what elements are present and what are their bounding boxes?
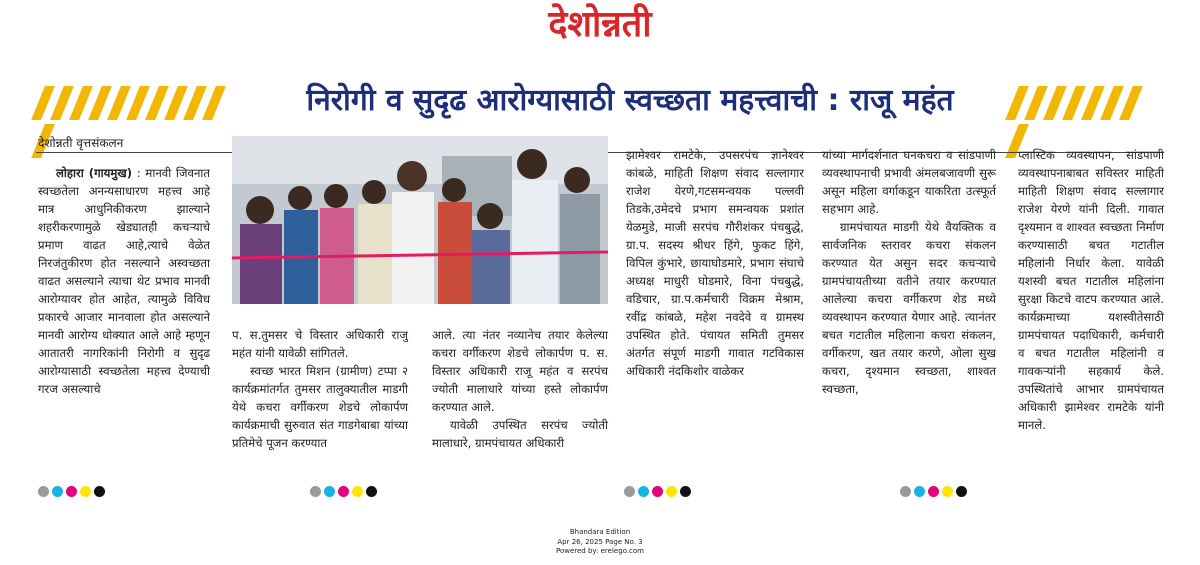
registration-dot bbox=[366, 486, 377, 497]
column-3-text-b: यावेळी उपस्थित सरपंच ज्योती मालाधारे, ग्रामपंचायत अधिकारी bbox=[432, 418, 608, 450]
column-6-text: प्लास्टिक व्यवस्थापन, सांडपाणी व्यवस्थापनाबाबत सविस्तर माहिती माहिती शिक्षण संवाद सल्लागार राजेश येरणे यांनी दिली. गावात दृश्यमान व शाश्वत स्वच्छता निर्माण करण्यासाठी बचत गटातील महिलांनी निर्धार केला. यावेळी यशस्वी बचत गटातील महिलांना सुरक्षा किटचे वाटप करण्यात आले. कार्यक्रमाच्या यशस्वीतेसाठी ग्रामपंचायत पदाधिकारी, कर्मचारी व बचत गटातील महिलांनी व गावकऱ्यांनी सहकार्य केले. उपस्थितांचे आभार ग्रामपंचायत अधिकारी झामेश्वर रामटेके यांनी मानले. bbox=[1018, 148, 1164, 432]
news-photo bbox=[232, 136, 608, 304]
masthead-logo: देशोन्नती bbox=[548, 3, 652, 45]
column-5-text-a: यांच्या मार्गदर्शनात घनकचरा व सांडपाणी व्यवस्थापनाची प्रभावी अंमलबजावणी सुरू असून महिला वर्गाकडून याकरिता उत्स्फूर्त सहभाग आहे. bbox=[822, 148, 996, 216]
article-column-1: लोहारा (गायमुख) : मानवी जिवनात स्वच्छतेला अनन्यसाधारण महत्त्व आहे मात्र आधुनिकीकरण झाल्याने शहरीकरणामुळे खेड्यातही कचऱ्याचे प्रमाण वाढत आहे,त्याचे वेळेत निरजंतुकीरण होत नसल्याने अस्वच्छता वाढत असल्याने त्याचा थेट प्रभाव मानवी आरोग्यावर होत आहेत, त्यामुळे विविध प्रकारचे आजार मानवाला होत असल्याने मानवी आरोग्य धोक्यात आले आहे म्हणून आतातरी नागरिकांनी निरोगी व सुदृढ आरोग्यासाठी स्वच्छतेला महत्त्व देण्याची गरज असल्याचे bbox=[38, 166, 211, 396]
footer-powered-by: Powered by: erelego.com bbox=[555, 547, 644, 555]
footer-date-page: Apr 26, 2025 Page No. 3 bbox=[557, 537, 643, 546]
footer-edition: Bhandara Edition bbox=[569, 528, 631, 536]
registration-dot bbox=[310, 486, 321, 497]
registration-dot bbox=[652, 486, 663, 497]
registration-dot bbox=[94, 486, 105, 497]
registration-dot bbox=[942, 486, 953, 497]
registration-dot bbox=[928, 486, 939, 497]
registration-dot bbox=[352, 486, 363, 497]
registration-dot bbox=[956, 486, 967, 497]
registration-marks-3 bbox=[624, 481, 694, 495]
column-3-text-a: आले. त्या नंतर नव्यानेच तयार केलेल्या कचरा वर्गीकरण शेडचे लोकार्पण प. स. विस्तार अधिकारी राजू महंत व सरपंच ज्योती मालाधारे यांच्या हस्ते लोकार्पण करण्यात आले. bbox=[432, 328, 608, 414]
byline: देशोन्नती वृत्तसंकलन bbox=[38, 136, 124, 150]
registration-marks-4 bbox=[900, 481, 970, 495]
column-5-text-b: ग्रामपंचायत माडगी येथे वैयक्तिक व सार्वजनिक स्तरावर कचरा संकलन करण्यात येत असुन सदर कचऱ्याचे ग्रामपंचायतीच्या वतीने तयार करण्यात आलेल्या कचरा वर्गीकरण शेड मध्ये व्यवस्थापन करण्यात येणार आहे. त्यानंतर बचत गटातील महिलाना कचरा संकलन, वर्गीकरण, खत तयार करणे, ओला सुख कचरा, दृश्यमान स्वच्छता, शाश्वत स्वच्छता, bbox=[822, 220, 996, 396]
registration-dot bbox=[338, 486, 349, 497]
registration-dot bbox=[666, 486, 677, 497]
registration-dot bbox=[80, 486, 91, 497]
registration-dot bbox=[638, 486, 649, 497]
column-2-text-b: स्वच्छ भारत मिशन (ग्रामीण) टप्पा २ कार्यक्रमांतर्गत तुमसर तालुक्यातील माडगी येथे कचरा वर्गीकरण शेडचे लोकार्पण कार्यक्रमाची सुरुवात संत गाडगेबाबा यांच्या प्रतिमेचे पूजन करण्यात bbox=[232, 364, 408, 450]
article-column-3 bbox=[432, 326, 608, 452]
decorative-stripes-right bbox=[1012, 86, 1162, 120]
headline: निरोगी व सुदृढ आरोग्यासाठी स्वच्छता महत्त्वाची : राजू महंत bbox=[306, 83, 954, 118]
registration-dot bbox=[680, 486, 691, 497]
decorative-stripes-left bbox=[38, 86, 243, 120]
article-column-4 bbox=[626, 146, 804, 380]
registration-dot bbox=[52, 486, 63, 497]
dateline: लोहारा (गायमुख) bbox=[56, 166, 133, 180]
registration-marks-1 bbox=[38, 481, 108, 495]
registration-dot bbox=[324, 486, 335, 497]
registration-dot bbox=[900, 486, 911, 497]
page-footer bbox=[0, 528, 1200, 557]
registration-dot bbox=[624, 486, 635, 497]
column-2-text-a: प. स.तुमसर चे विस्तार अधिकारी राजु महंत यांनी यावेळी सांगितले. bbox=[232, 328, 408, 360]
registration-dot bbox=[914, 486, 925, 497]
column-4-text: झामेश्वर रामटेके, उपसरपंच ज्ञानेश्वर कांबळे, माहिती शिक्षण संवाद सल्लागार राजेश येरणे,गटसमन्वयक पल्लवी तिडके,उमेदचे प्रभाग समन्वयक प्रशांत येळमुडे, माजी सरपंच गौरीशंकर पंचबुद्धे, ग्रा.प. सदस्य श्रीधर हिंगे, फुकट हिंगे, विपिल कुंभारे, छायाघोडमारे, प्रभाग संघाचे अध्यक्ष माधुरी घोडमारे, विना पंचबुद्धे, वडिचार, ग्रा.प.कर्मचारी विक्रम मेश्राम, रवींद्र कांबळे, महेश नवदेवे व ग्रामस्थ उपस्थित होते. पंचायत समिती तुमसर अंतर्गत संपूर्ण माडगी गावात गटविकास अधिकारी नंदकिशोर वाळेकर bbox=[626, 148, 804, 378]
registration-marks-2 bbox=[310, 481, 380, 495]
ribbon-cutting-photo bbox=[232, 136, 608, 304]
registration-dot bbox=[66, 486, 77, 497]
article-column-6 bbox=[1018, 146, 1164, 434]
article-column-2 bbox=[232, 326, 408, 452]
column-1-text: मानवी जिवनात स्वच्छतेला अनन्यसाधारण महत्त्व आहे मात्र आधुनिकीकरण झाल्याने शहरीकरणामुळे खेड्यातही कचऱ्याचे प्रमाण वाढत आहे,त्याचे वेळेत निरजंतुकीरण होत नसल्याने अस्वच्छता वाढत असल्याने त्याचा थेट प्रभाव मानवी आरोग्यावर होत आहेत, त्यामुळे विविध प्रकारचे आजार मानवाला होत असल्याने मानवी आरोग्य धोक्यात आले आहे म्हणून आतातरी नागरिकांनी निरोगी व सुदृढ आरोग्यासाठी स्वच्छतेला महत्त्व देण्याची गरज असल्याचे bbox=[38, 166, 211, 396]
registration-dot bbox=[38, 486, 49, 497]
article-column-5 bbox=[822, 146, 996, 398]
